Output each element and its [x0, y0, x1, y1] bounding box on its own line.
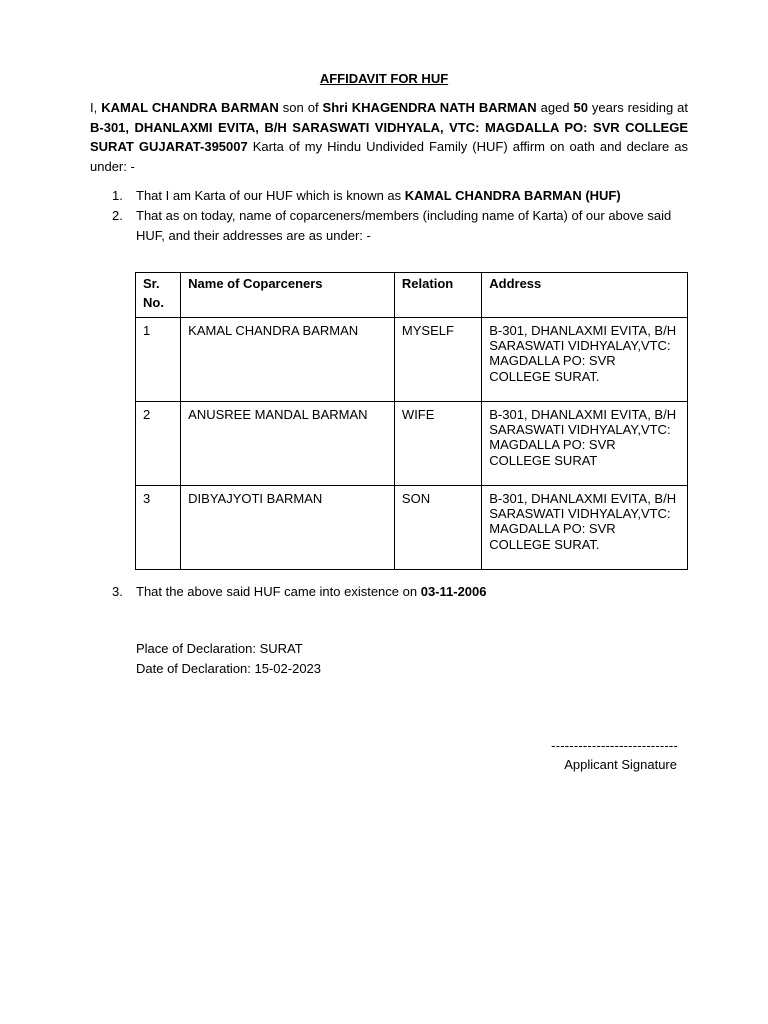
- existence-date: 03-11-2006: [420, 584, 487, 599]
- intro-text-5: Karta of my Hindu Undivided Family (HUF) affirm on oath and declare as under: -: [90, 139, 688, 174]
- list-text: That as on today, name of coparceners/members (including name of Karta) of our above said HUF, and their addresses are as under: -: [136, 208, 672, 243]
- cell-address: B-301, DHANLAXMI EVITA, B/H SARASWATI VIDHYALAY,VTC: MAGDALLA PO: SVR COLLEGE SURAT.: [482, 486, 688, 570]
- signature-line: ----------------------------: [551, 738, 678, 753]
- cell-address: B-301, DHANLAXMI EVITA, B/H SARASWATI VIDHYALAY,VTC: MAGDALLA PO: SVR COLLEGE SURAT.: [482, 318, 688, 402]
- document-title: AFFIDAVIT FOR HUF: [319, 71, 449, 86]
- list-text-plain: That I am Karta of our HUF which is known as: [136, 188, 405, 203]
- table-header-row: [136, 273, 688, 318]
- karta-name: KAMAL CHANDRA BARMAN: [101, 100, 279, 115]
- cell-name: KAMAL CHANDRA BARMAN: [181, 318, 395, 402]
- cell-address: B-301, DHANLAXMI EVITA, B/H SARASWATI VIDHYALAY,VTC: MAGDALLA PO: SVR COLLEGE SURAT: [482, 402, 688, 486]
- list-number: 2.: [112, 208, 123, 223]
- cell-sr: 1: [136, 318, 181, 402]
- intro-text-1: I,: [90, 100, 102, 115]
- cell-name: ANUSREE MANDAL BARMAN: [181, 402, 395, 486]
- cell-relation: MYSELF: [394, 318, 481, 402]
- table-row: [136, 486, 688, 570]
- cell-name: DIBYAJYOTI BARMAN: [181, 486, 395, 570]
- father-name: Shri KHAGENDRA NATH BARMAN: [322, 100, 537, 115]
- coparceners-table: [135, 272, 688, 570]
- intro-text-3: aged: [536, 100, 574, 115]
- list-text: [136, 186, 688, 206]
- signature-label: Applicant Signature: [564, 757, 677, 772]
- intro-text-2: son of: [278, 100, 323, 115]
- list-number: 1.: [112, 188, 123, 203]
- place-of-declaration: Place of Declaration: SURAT: [136, 641, 303, 656]
- list-text-plain: That the above said HUF came into existence on: [136, 584, 421, 599]
- header-sr-no: Sr. No.: [136, 273, 181, 318]
- table-row: [136, 318, 688, 402]
- table-row: [136, 402, 688, 486]
- header-name: Name of Coparceners: [181, 273, 395, 318]
- header-relation: Relation: [394, 273, 481, 318]
- residence-address: B-301, DHANLAXMI EVITA, B/H SARASWATI VIDHYALA, VTC: MAGDALLA PO: SVR COLLEGE SURAT GUJARAT-395007: [90, 119, 688, 154]
- header-address: Address: [482, 273, 688, 318]
- date-of-declaration: Date of Declaration: 15-02-2023: [136, 661, 322, 676]
- cell-sr: 2: [136, 402, 181, 486]
- intro-paragraph: [90, 98, 688, 176]
- cell-relation: WIFE: [394, 402, 481, 486]
- list-number: 3.: [112, 584, 123, 599]
- intro-text-4: years residing at: [587, 100, 689, 115]
- huf-name: KAMAL CHANDRA BARMAN (HUF): [404, 188, 621, 203]
- list-text: [136, 582, 688, 602]
- cell-relation: SON: [394, 486, 481, 570]
- cell-sr: 3: [136, 486, 181, 570]
- age-value: 50: [573, 100, 588, 115]
